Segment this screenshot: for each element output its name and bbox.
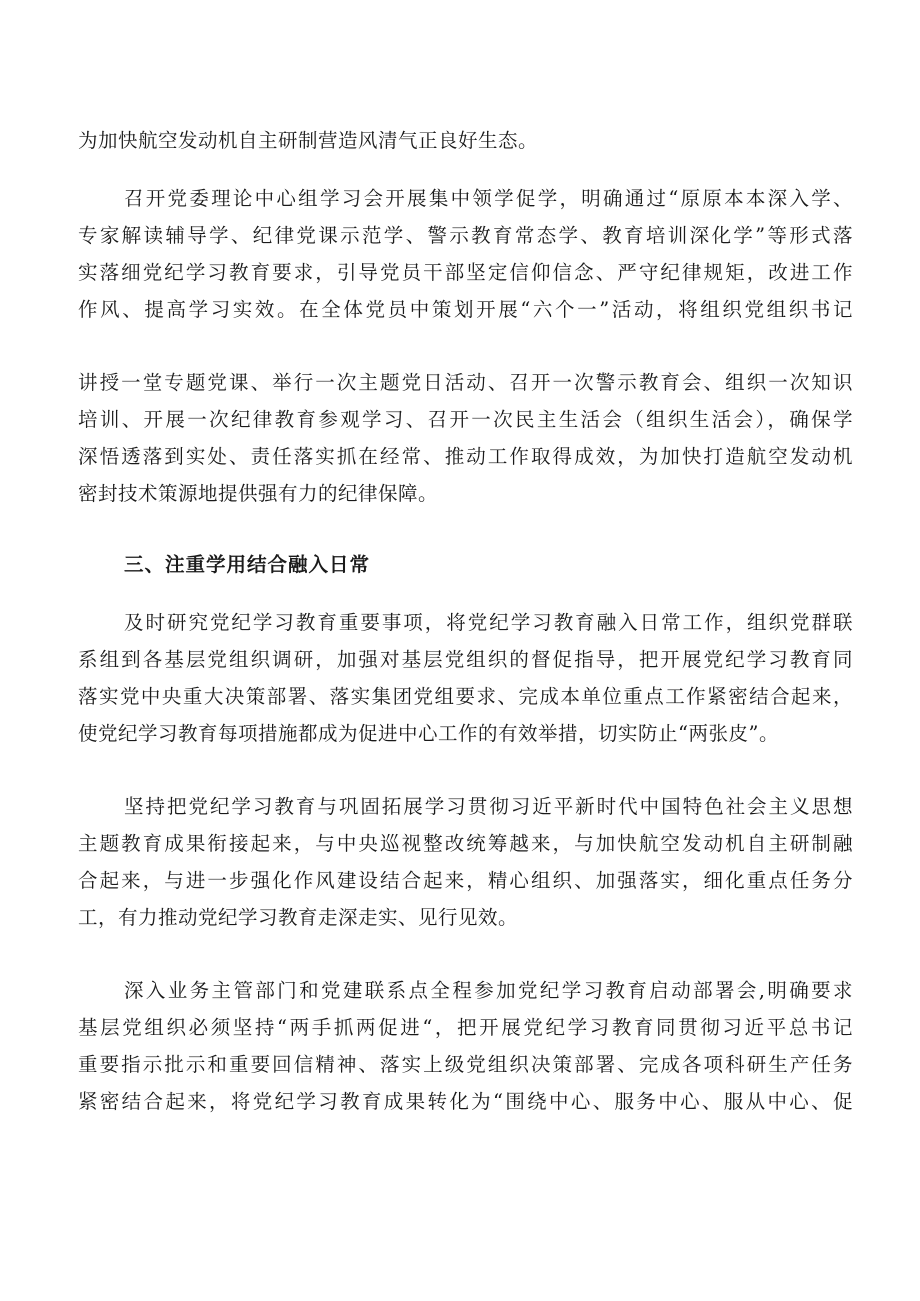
paragraph-line: 合起来，与进一步强化作风建设结合起来，精心组织、加强落实，细化重点任务分 <box>78 869 853 892</box>
paragraph-line: 专家解读辅导学、纪律党课示范学、警示教育常态学、教育培训深化学”等形式落 <box>78 224 853 247</box>
paragraph-line: 落实党中央重大决策部署、落实集团党组要求、完成本单位重点工作紧密结合起来， <box>78 685 853 708</box>
paragraph-line: 召开党委理论中心组学习会开展集中领学促学，明确通过“原原本本深入学、 <box>124 187 853 210</box>
paragraph-line: 工，有力推动党纪学习教育走深走实、见行见效。 <box>78 906 519 929</box>
paragraph-line: 及时研究党纪学习教育重要事项，将党纪学习教育融入日常工作，组织党群联 <box>124 611 853 634</box>
paragraph-line: 为加快航空发动机自主研制营造风清气正良好生态。 <box>78 129 539 152</box>
paragraph-line: 培训、开展一次纪律教育参观学习、召开一次民主生活会（组织生活会），确保学 <box>78 408 853 431</box>
paragraph-line: 深悟透落到实处、责任落实抓在经常、推动工作取得成效，为加快打造航空发动机 <box>78 445 853 468</box>
paragraph-line: 讲授一堂专题党课、举行一次主题党日活动、召开一次警示教育会、组织一次知识 <box>78 371 853 394</box>
paragraph-line: 深入业务主管部门和党建联系点全程参加党纪学习教育启动部署会,明确要求 <box>124 979 853 1002</box>
paragraph-line: 实落细党纪学习教育要求，引导党员干部坚定信仰信念、严守纪律规矩，改进工作 <box>78 261 853 284</box>
paragraph-line: 主题教育成果衔接起来，与中央巡视整改统筹越来，与加快航空发动机自主研制融 <box>78 832 853 855</box>
paragraph-line: 重要指示批示和重要回信精神、落实上级党组织决策部署、完成各项科研生产任务 <box>78 1053 853 1076</box>
section-heading: 三、注重学用结合融入日常 <box>124 553 371 576</box>
paragraph-line: 基层党组织必须坚持“两手抓两促进“，把开展党纪学习教育同贯彻习近平总书记 <box>78 1016 853 1039</box>
paragraph-line: 作风、提高学习实效。在全体党员中策划开展“六个一”活动，将组织党组织书记 <box>78 298 853 321</box>
paragraph-line: 使党纪学习教育每项措施都成为促进中心工作的有效举措，切实防止“两张皮”。 <box>78 722 779 745</box>
paragraph-line: 系组到各基层党组织调研，加强对基层党组织的督促指导，把开展党纪学习教育同 <box>78 648 853 671</box>
paragraph-line: 密封技术策源地提供强有力的纪律保障。 <box>78 482 439 505</box>
paragraph-line: 紧密结合起来，将党纪学习教育成果转化为“围绕中心、服务中心、服从中心、促 <box>78 1090 853 1113</box>
paragraph-line: 坚持把党纪学习教育与巩固拓展学习贯彻习近平新时代中国特色社会主义思想 <box>124 795 853 818</box>
